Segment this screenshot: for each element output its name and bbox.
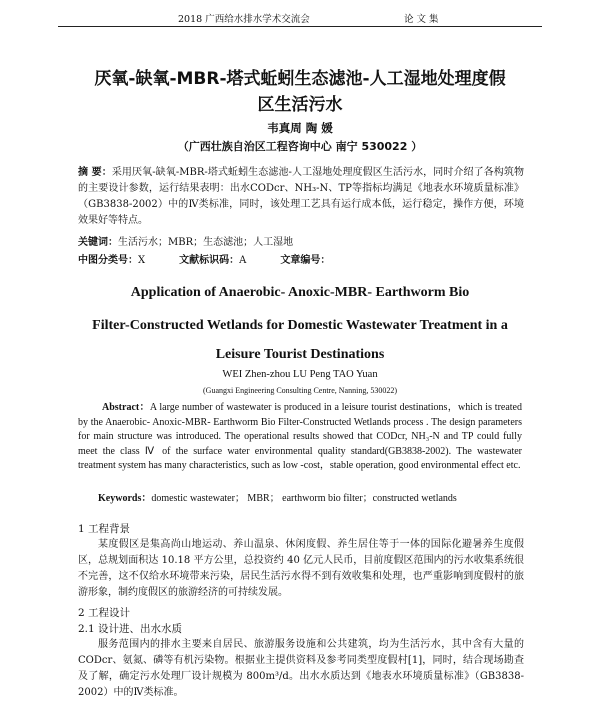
cn-keywords-label: 关键词： <box>78 237 118 248</box>
doccode-value: A <box>239 255 247 266</box>
en-keywords-text: domestic wastewater； MBR； earthworm bio filter；constructed wetlands <box>151 493 457 504</box>
classification-line <box>78 251 330 266</box>
cn-abstract <box>78 165 524 229</box>
running-header <box>58 8 542 27</box>
cn-abstract-text: 采用厌氧-缺氧-MBR-塔式蚯蚓生态滤池-人工湿地处理度假区生活污水，同时介绍了各构筑物的主要设计参数，运行结果表明：出水CODcr、NH₃-N、TP等指标均满足《地表水环境质量标准》（GB3838-2002）中的Ⅳ类标准，同时，该处理工艺具有运行成本低，运行稳定，操作方便，环境效果好等特点。 <box>78 167 524 226</box>
clc-value: X <box>138 255 146 266</box>
cn-affiliation: （广西壮族自治区工程咨询中心 南宁 530022 ） <box>177 140 423 153</box>
en-keywords <box>98 489 457 504</box>
cn-abstract-label: 摘 要： <box>78 167 112 178</box>
section21-paragraph: 服务范围内的排水主要来自居民、旅游服务设施和公共建筑，均为生活污水，其中含有大量的CODcr、氨氮、磷等有机污染物。根据业主提供资料及参考同类型度假村[1]，同时，结合现场勘查及了解，确定污水处理厂设计规模为 800m³/d。出水水质达到《地表水环境质量标准》（GB3838-2002）中的Ⅳ类标准。 <box>78 639 524 698</box>
clc-label: 中图分类号： <box>78 255 138 266</box>
section21-heading: 2.1 设计进、出水水质 <box>78 623 183 635</box>
cn-authors: 韦真周 陶 媛 <box>267 121 333 135</box>
en-authors: WEI Zhen-zhou LU Peng TAO Yuan <box>222 369 378 380</box>
en-abstract-text: A large number of wastewater is produced in a leisure tourist destinations，which is treated by the Anaerobic- Anoxic-MBR- Earthworm Bio Filter-Constructed Wetlands process . The design parameters for main structure was introduced. The operational results showed that CODcr, NH₃-N and TP could fully meet the class Ⅳ of the surface water environmental quality standard(GB3838-2002). The wastewater treatment system has many characteristics, such as low -cost，stable operation, good environmental effect etc. <box>78 402 522 471</box>
header-right: 论 文 集 <box>404 14 439 25</box>
doccode-label: 文献标识码： <box>179 255 240 266</box>
en-keywords-label: Keywords： <box>98 493 152 504</box>
cn-title-line1: 厌氧-缺氧-MBR-塔式蚯蚓生态滤池-人工湿地处理度假 <box>94 69 506 89</box>
section1-heading: 1 工程背景 <box>78 523 131 535</box>
en-abstract <box>78 401 522 474</box>
cn-keywords-text: 生活污水；MBR；生态滤池；人工湿地 <box>118 237 294 248</box>
en-title-line3: Leisure Tourist Destinations <box>215 347 385 362</box>
articleno-label: 文章编号： <box>280 255 331 266</box>
en-affiliation: (Guangxi Engineering Consulting Centre, Nanning, 530022) <box>203 386 397 395</box>
cn-title-line2: 区生活污水 <box>257 95 343 115</box>
cn-keywords <box>78 233 293 248</box>
section2-heading: 2 工程设计 <box>78 607 131 619</box>
en-abstract-label: Abstract： <box>102 402 150 413</box>
en-title-line1: Application of Anaerobic- Anoxic-MBR- Earthworm Bio <box>130 285 470 300</box>
header-left: 2018 广西给水排水学术交流会 <box>178 14 310 25</box>
en-title-line2: Filter-Constructed Wetlands for Domestic Wastewater Treatment in a <box>92 318 508 333</box>
section1-paragraph: 某度假区是集高尚山地运动、养山温泉、休闲度假、养生居住等于一体的国际化避暑养生度假区，总规划面积达 10.18 平方公里，总投资约 40 亿元人民币，目前度假区范围内的污水收集系统很不完善，这不仅给水环境带来污染，居民生活污水得不到有效收集和处理，也严重影响到度假村的旅游形象，制约度假区的旅游经济的可持续发展。 <box>78 539 524 598</box>
